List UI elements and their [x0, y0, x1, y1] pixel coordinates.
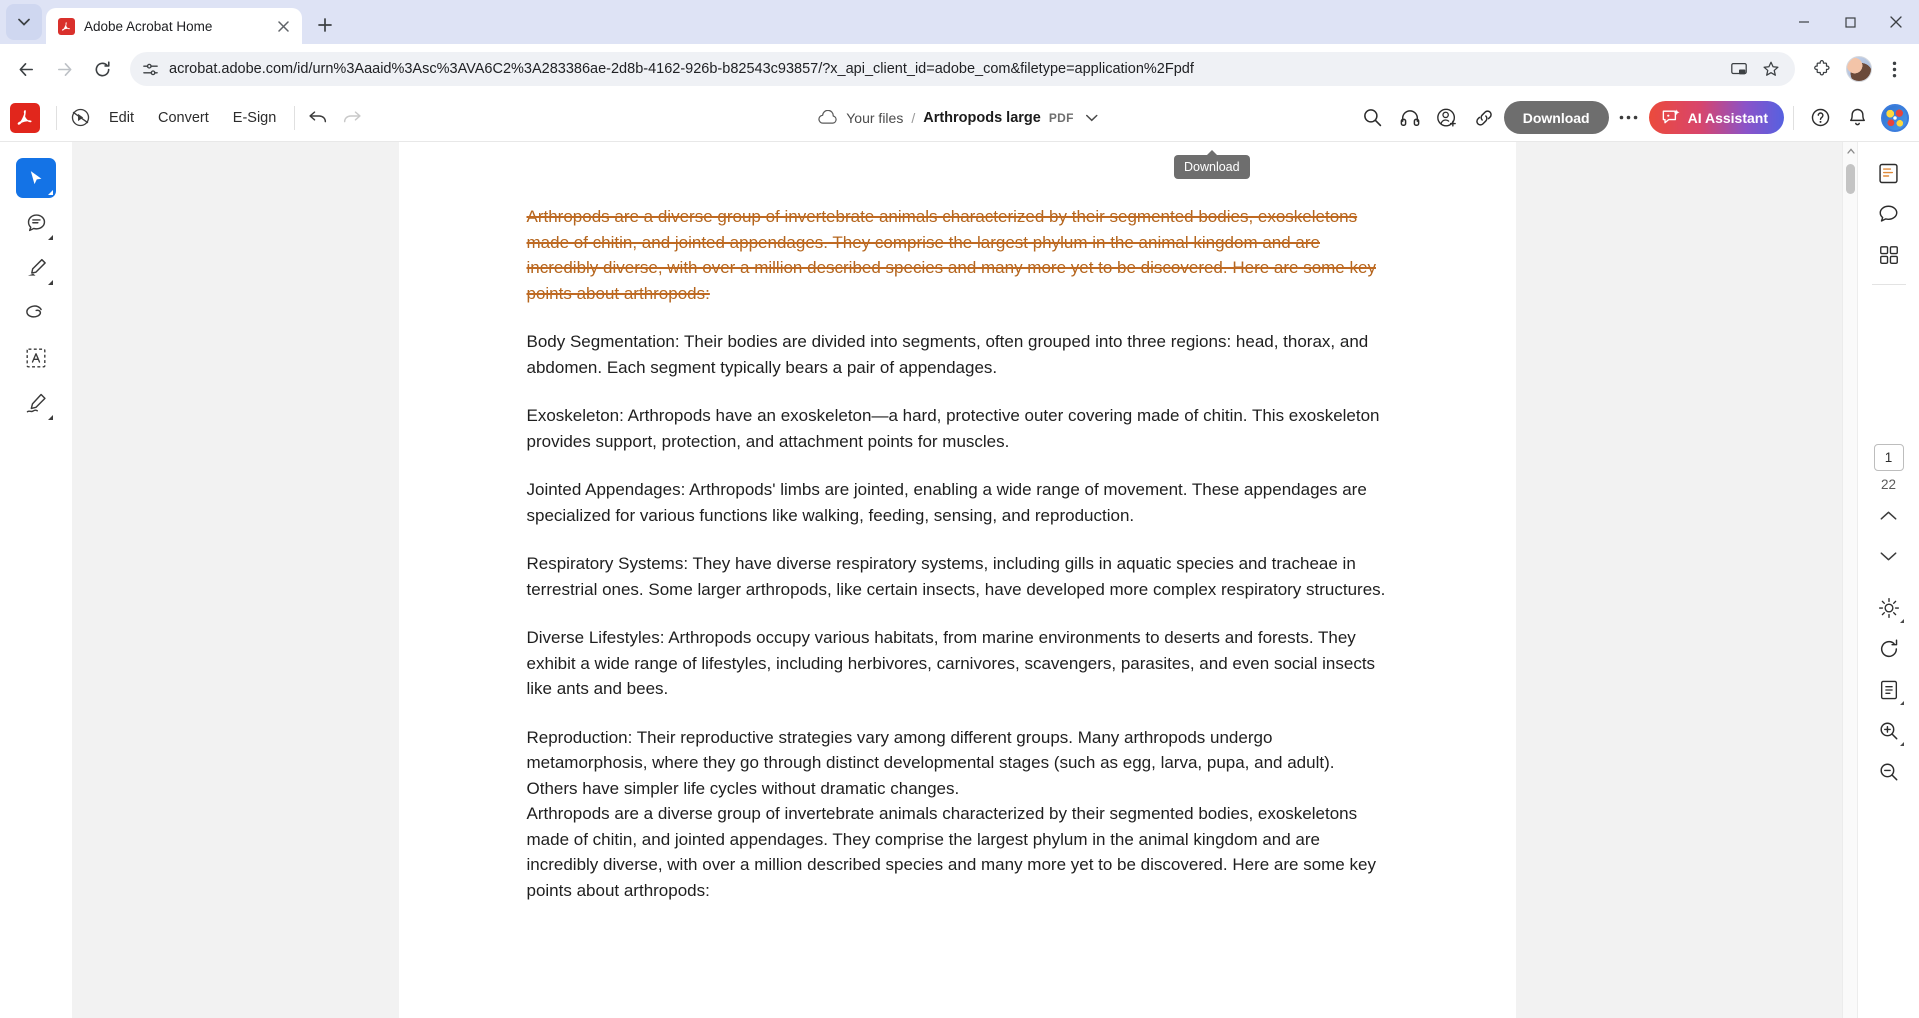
headphones-icon[interactable] — [1393, 101, 1427, 135]
rail-divider-1 — [1872, 284, 1906, 285]
omnibox-actions — [1725, 55, 1785, 83]
address-bar[interactable] — [130, 52, 1795, 86]
paragraph-exoskeleton: Exoskeleton: Arthropods have an exoskeleton—a hard, protective outer covering made of chitin. This exoskeleton provides support, protection, and attachment points for muscles. — [526, 406, 1380, 451]
puzzle-piece-icon — [1813, 60, 1832, 79]
acrobat-body — [0, 142, 1919, 1018]
cloud-icon — [817, 110, 838, 125]
bell-icon[interactable] — [1840, 101, 1874, 135]
zoom-out-icon — [1878, 761, 1900, 783]
vertical-scrollbar[interactable] — [1842, 142, 1857, 1018]
window-close-icon[interactable] — [1873, 0, 1919, 44]
fit-page[interactable] — [1870, 671, 1908, 709]
rotate-page[interactable] — [1870, 630, 1908, 668]
maximize-icon[interactable] — [1827, 0, 1873, 44]
profile-avatar — [1846, 56, 1872, 82]
next-page-button[interactable] — [1870, 537, 1908, 575]
vertical-scroll-thumb[interactable] — [1846, 164, 1855, 194]
breadcrumb — [817, 110, 1102, 126]
toggle-dark-mode[interactable] — [1870, 589, 1908, 627]
back-button[interactable] — [8, 51, 44, 87]
toolbar-actions — [1356, 101, 1909, 135]
url-text: acrobat.adobe.com/id/urn%3Aaaid%3Asc%3AVA6C2%3A283386ae-2d8b-4162-926b-b82543c93857/?x_api_client_id=adobe_com&filetype=application%2Fpdf — [169, 61, 1194, 77]
tool-caret-icon — [1900, 619, 1904, 623]
paragraph-jointed-appendages: Jointed Appendages: Arthropods' limbs are jointed, enabling a wide range of movement. These appendages are specialized for various functions like walking, feeding, sensing, and reproduction. — [526, 480, 1367, 525]
cursor-arrow-icon — [27, 169, 46, 188]
signature-pen-icon — [25, 392, 48, 415]
window-controls — [1781, 0, 1919, 44]
document-viewport[interactable] — [72, 142, 1842, 1018]
cast-screen-icon[interactable] — [1725, 55, 1753, 83]
acrobat-home-icon[interactable] — [63, 101, 97, 135]
star-icon[interactable] — [1757, 55, 1785, 83]
paragraph-body-segmentation: Body Segmentation: Their bodies are divided into segments, often grouped into three regions: head, thorax, and abdomen. Each segment typically bears a pair of appendages. — [526, 332, 1369, 377]
forward-button[interactable] — [46, 51, 82, 87]
menu-convert[interactable]: Convert — [158, 109, 209, 126]
tool-comment[interactable] — [16, 203, 56, 243]
fit-page-icon — [1878, 679, 1900, 701]
profile-button[interactable] — [1841, 52, 1875, 86]
browser-tab[interactable] — [46, 8, 302, 44]
chevron-down-icon — [1880, 551, 1897, 562]
scroll-up-arrow[interactable] — [1843, 144, 1858, 158]
chevron-up-icon — [1880, 510, 1897, 521]
add-person-icon[interactable] — [1430, 101, 1464, 135]
menu-edit[interactable]: Edit — [109, 109, 134, 126]
right-panel-rail — [1857, 142, 1919, 1018]
paragraph-repeat-intro: Arthropods are a diverse group of invertebrate animals characterized by their segmented bodies, exoskeletons made of chitin, and jointed appendages. They comprise the largest phylum in the animal kingdom and are incredibly diverse, with over a million described species and many more yet to be discovered. Here are some key points about arthropods: — [526, 804, 1376, 900]
adobe-acrobat-logo[interactable] — [10, 103, 40, 133]
lasso-loop-icon — [24, 303, 48, 323]
previous-page-button[interactable] — [1870, 496, 1908, 534]
tool-draw[interactable] — [16, 293, 56, 333]
zoom-in-icon — [1878, 720, 1900, 742]
acrobat-toolbar — [0, 94, 1919, 174]
edit-document-icon — [1877, 162, 1900, 185]
extensions-button[interactable] — [1805, 52, 1839, 86]
rotate-clockwise-icon — [1878, 638, 1900, 660]
undo-icon — [307, 107, 329, 129]
panel-edit-pdf[interactable] — [1870, 154, 1908, 192]
toolbar-divider-1 — [56, 106, 57, 130]
redo-icon — [341, 107, 363, 129]
tool-add-text[interactable] — [16, 338, 56, 378]
more-options-button[interactable] — [1612, 101, 1646, 135]
filetype-badge: PDF — [1048, 110, 1074, 125]
reload-icon — [93, 60, 112, 79]
annotation-toolbar — [0, 142, 72, 1018]
user-avatar[interactable] — [1881, 104, 1909, 132]
comment-bubble-icon — [25, 212, 48, 235]
tool-caret-icon — [48, 235, 53, 240]
paragraph-diverse-lifestyles: Diverse Lifestyles: Arthropods occupy various habitats, from marine environments to deserts and forests. They exhibit a wide range of lifestyles, including herbivores, carnivores, scavengers, parasites, and even social insects like ants and bees. — [526, 628, 1376, 698]
page-number-input[interactable]: 1 — [1874, 444, 1904, 471]
acrobat-app — [0, 94, 1919, 1018]
redo-button[interactable] — [335, 101, 369, 135]
arrow-forward-icon — [55, 60, 74, 79]
tool-select[interactable] — [16, 158, 56, 198]
tool-caret-icon — [48, 280, 53, 285]
tool-caret-icon — [1900, 701, 1904, 705]
paragraph-respiratory-systems: Respiratory Systems: They have diverse respiratory systems, including gills in aquatic species and tracheae in terrestrial ones. Some larger arthropods, like certain insects, have developed more complex respiratory structures. — [526, 554, 1386, 599]
toolbar-divider-3 — [1793, 106, 1794, 130]
panel-comments[interactable] — [1870, 195, 1908, 233]
tool-caret-icon — [48, 190, 53, 195]
add-text-box-icon — [25, 347, 47, 369]
tool-highlight[interactable] — [16, 248, 56, 288]
paragraph-reproduction: Reproduction: Their reproductive strategies vary among different groups. Many arthropods undergo metamorphosis, where they go through distinct developmental stages (such as egg, larva, pupa, and adult). Others have simpler life cycles without dramatic changes. — [526, 727, 1335, 798]
brightness-icon — [1878, 597, 1900, 619]
close-icon[interactable] — [272, 15, 294, 37]
three-dots-horizontal-icon — [1619, 115, 1638, 120]
arrow-back-icon — [17, 60, 36, 79]
browser-toolbar — [0, 44, 1919, 94]
reload-button[interactable] — [84, 51, 120, 87]
link-icon[interactable] — [1467, 101, 1501, 135]
adobe-acrobat-favicon — [58, 18, 75, 35]
document-filename: Arthropods large — [923, 109, 1041, 126]
new-tab-button[interactable] — [310, 10, 340, 40]
tab-title: Adobe Acrobat Home — [84, 18, 213, 34]
plus-icon — [318, 18, 332, 32]
question-mark-circle-icon[interactable] — [1803, 101, 1837, 135]
pdf-page — [399, 142, 1516, 1018]
comment-panel-icon — [1877, 203, 1900, 226]
tool-caret-icon — [48, 415, 53, 420]
tab-strip — [0, 0, 1919, 44]
undo-button[interactable] — [301, 101, 335, 135]
search-icon[interactable] — [1356, 101, 1390, 135]
zoom-out[interactable] — [1870, 753, 1908, 791]
chevron-down-icon[interactable] — [1082, 110, 1102, 126]
ai-assistant-label: AI Assistant — [1687, 109, 1768, 126]
panel-thumbnails[interactable] — [1870, 236, 1908, 274]
ai-sparkle-chat-icon — [1661, 108, 1681, 127]
zoom-in[interactable] — [1870, 712, 1908, 750]
paragraph-struck: Arthropods are a diverse group of invertebrate animals characterized by their segmented bodies, exoskeletons made of chitin, and jointed appendages. They comprise the largest phylum in the animal kingdom and are incredibly diverse, with over a million described species and many more yet to be discovered. Here are some key points about arthropods: — [526, 207, 1376, 303]
grid-thumbnails-icon — [1878, 244, 1900, 266]
download-button[interactable]: Download — [1504, 101, 1609, 134]
tab-search-button[interactable] — [6, 4, 42, 40]
page-settings-icon[interactable] — [142, 61, 159, 78]
download-tooltip: Download — [1174, 155, 1250, 179]
tool-caret-icon — [1900, 742, 1904, 746]
breadcrumb-separator: / — [911, 109, 916, 126]
three-dots-vertical-icon — [1892, 60, 1897, 79]
tool-signature[interactable] — [16, 383, 56, 423]
minimize-icon[interactable] — [1781, 0, 1827, 44]
chrome-menu-button[interactable] — [1877, 52, 1911, 86]
toolbar-divider-2 — [294, 106, 295, 130]
menu-esign[interactable]: E-Sign — [232, 109, 277, 126]
chevron-down-icon — [18, 18, 30, 26]
ai-assistant-button[interactable] — [1649, 101, 1784, 134]
page-total-label: 22 — [1880, 477, 1897, 492]
breadcrumb-your-files[interactable]: Your files — [846, 109, 904, 126]
highlighter-pen-icon — [25, 257, 48, 280]
